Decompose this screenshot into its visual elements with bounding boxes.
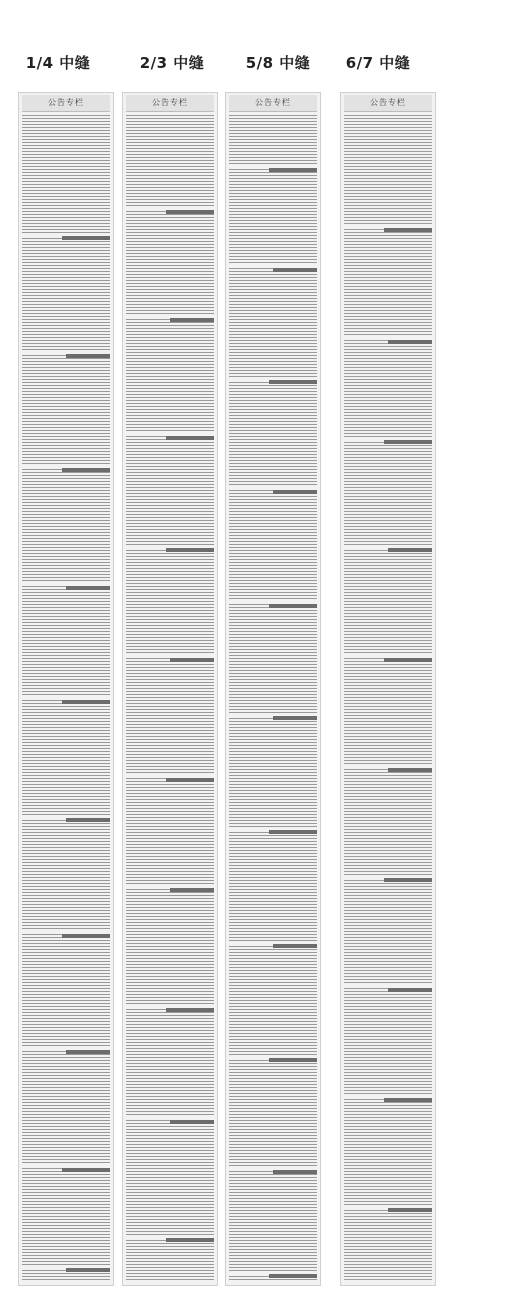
- column-title-4: 6/7 中缝: [345, 54, 411, 72]
- announcement-text-block: [126, 115, 214, 1282]
- newspaper-column-1: [18, 92, 114, 1286]
- announcement-text-block: [229, 115, 317, 1282]
- column-title-1: 1/4 中缝: [25, 54, 91, 72]
- announcement-text-block: [344, 115, 432, 1282]
- newspaper-column-4: [340, 92, 436, 1286]
- column-header: 公告专栏: [22, 95, 110, 112]
- column-header: 公告专栏: [126, 95, 214, 112]
- column-header: 公告专栏: [344, 95, 432, 112]
- announcement-text-block: [22, 115, 110, 1282]
- column-title-3: 5/8 中缝: [245, 54, 311, 72]
- newspaper-column-2: [122, 92, 218, 1286]
- column-header: 公告专栏: [229, 95, 317, 112]
- column-title-2: 2/3 中缝: [139, 54, 205, 72]
- newspaper-column-3: [225, 92, 321, 1286]
